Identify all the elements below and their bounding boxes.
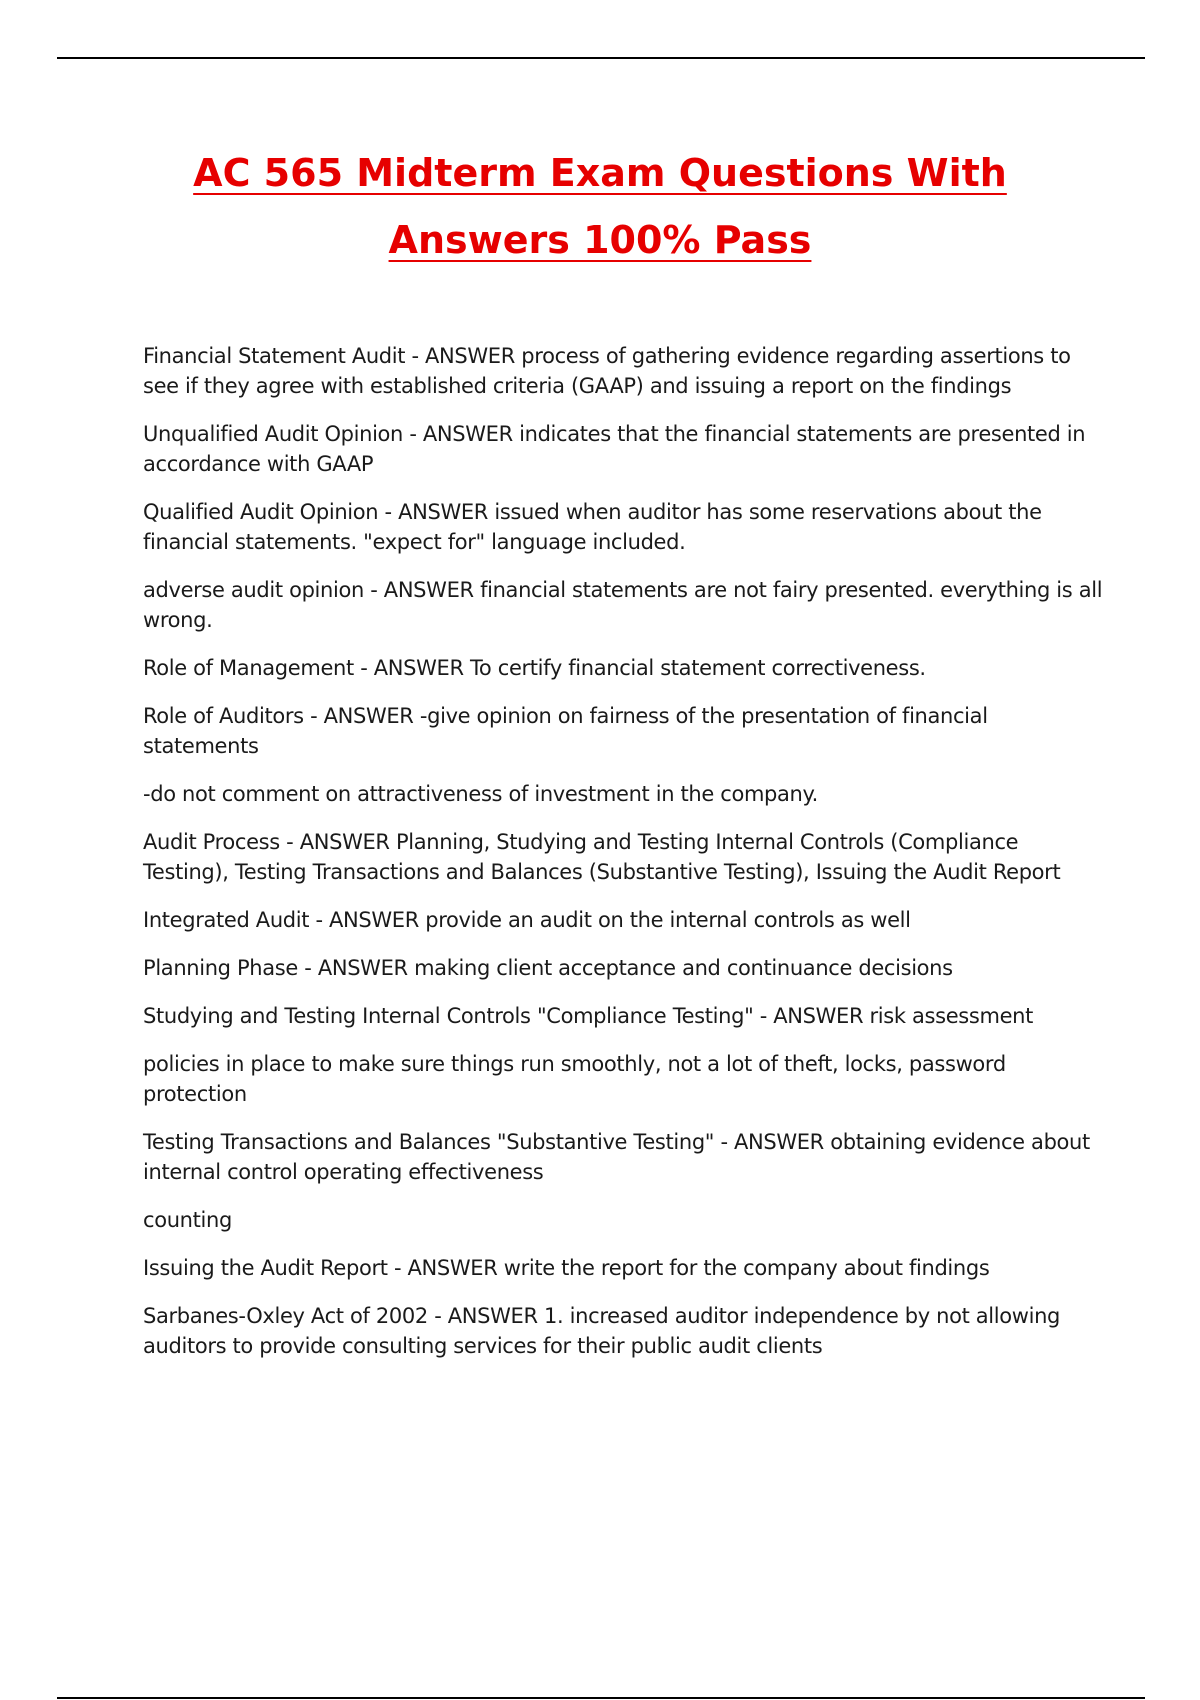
qa-entry-substantive-testing-cont: counting bbox=[143, 1208, 232, 1232]
qa-entry-qualified-opinion: Qualified Audit Opinion - ANSWER issued when auditor has some reservations about the financial statements. "expect for" language included. bbox=[143, 500, 1042, 554]
qa-entry-role-of-auditors: Role of Auditors - ANSWER -give opinion on fairness of the presentation of financial statements bbox=[143, 704, 988, 758]
qa-entry-compliance-testing-cont: policies in place to make sure things run smoothly, not a lot of theft, locks, password protection bbox=[143, 1052, 1006, 1106]
qa-entry-financial-statement-audit: Financial Statement Audit - ANSWER process of gathering evidence regarding assertions to see if they agree with established criteria (GAAP) and issuing a report on the findings bbox=[143, 344, 1071, 398]
bottom-rule bbox=[57, 1697, 1145, 1699]
title-line-1: AC 565 Midterm Exam Questions With bbox=[193, 151, 1007, 195]
qa-list bbox=[143, 341, 1103, 1379]
title-line-2: Answers 100% Pass bbox=[388, 218, 812, 262]
qa-entry-planning-phase: Planning Phase - ANSWER making client acceptance and continuance decisions bbox=[143, 956, 953, 980]
qa-entry-audit-process: Audit Process - ANSWER Planning, Studying and Testing Internal Controls (Compliance Testing), Testing Transactions and Balances (Substantive Testing), Issuing the Audit Report bbox=[143, 830, 1061, 884]
qa-entry-role-of-management: Role of Management - ANSWER To certify financial statement correctiveness. bbox=[143, 656, 926, 680]
qa-entry-integrated-audit: Integrated Audit - ANSWER provide an audit on the internal controls as well bbox=[143, 908, 911, 932]
qa-entry-substantive-testing: Testing Transactions and Balances "Substantive Testing" - ANSWER obtaining evidence about internal control operating effectiveness bbox=[143, 1130, 1090, 1184]
qa-entry-adverse-opinion: adverse audit opinion - ANSWER financial statements are not fairy presented. everything is all wrong. bbox=[143, 578, 1103, 632]
qa-entry-unqualified-opinion: Unqualified Audit Opinion - ANSWER indicates that the financial statements are presented in accordance with GAAP bbox=[143, 422, 1086, 476]
top-rule bbox=[57, 57, 1145, 59]
qa-entry-sarbanes-oxley: Sarbanes-Oxley Act of 2002 - ANSWER 1. increased auditor independence by not allowing auditors to provide consulting services for their public audit clients bbox=[143, 1304, 1061, 1358]
qa-entry-compliance-testing: Studying and Testing Internal Controls "Compliance Testing" - ANSWER risk assessment bbox=[143, 1004, 1033, 1028]
document-title bbox=[60, 140, 1140, 274]
qa-entry-role-of-auditors-cont: -do not comment on attractiveness of investment in the company. bbox=[143, 782, 818, 806]
qa-entry-issuing-report: Issuing the Audit Report - ANSWER write the report for the company about findings bbox=[143, 1256, 990, 1280]
